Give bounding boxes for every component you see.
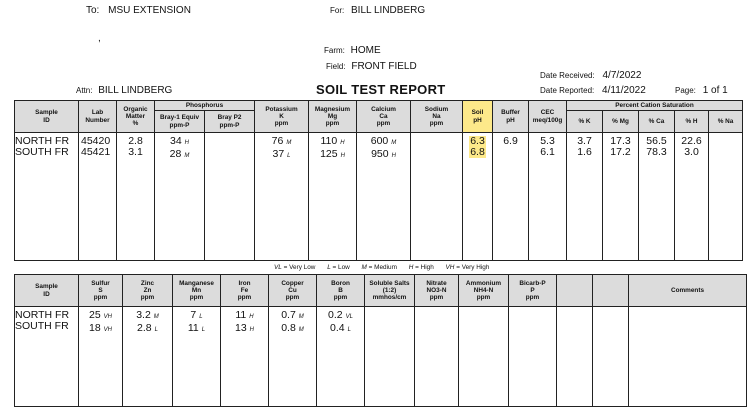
legend-h: H xyxy=(408,264,414,271)
attn-line xyxy=(76,85,172,96)
level-legend xyxy=(274,264,489,271)
copper-value: 0.7 xyxy=(281,309,296,321)
level-indicator: H xyxy=(340,153,345,159)
attn-label: Attn: xyxy=(76,86,93,95)
boron-value: 0.2 xyxy=(328,309,343,321)
to-line xyxy=(86,5,191,16)
bray1-value: 34 xyxy=(169,135,182,147)
to-value: MSU EXTENSION xyxy=(108,5,191,16)
col-pct-mg: % Mg xyxy=(603,111,639,133)
pct-ca-value: 78.3 xyxy=(646,146,667,158)
level-indicator: L xyxy=(154,327,158,333)
legend-l: L xyxy=(327,264,331,271)
level-indicator: VL xyxy=(345,314,353,320)
organic-matter-value: 2.8 xyxy=(128,135,143,147)
for-label: For: xyxy=(330,6,345,15)
col-zinc: Zinc Zn ppm xyxy=(123,275,173,307)
copper-value: 0.8 xyxy=(281,322,296,334)
address-comma: , xyxy=(98,33,101,44)
report-title: SOIL TEST REPORT xyxy=(316,82,446,97)
boron-value: 0.4 xyxy=(330,322,345,334)
legend-h-text: = High xyxy=(415,264,434,271)
level-indicator: H xyxy=(249,314,254,320)
col-pct-k: % K xyxy=(567,111,603,133)
nitrate-cell xyxy=(415,307,459,407)
col-soil-ph: Soil pH xyxy=(463,101,493,133)
lab-number: 45420 xyxy=(81,135,111,147)
date-reported-value: 4/11/2022 xyxy=(602,85,646,96)
cec-value: 5.3 xyxy=(540,135,555,147)
farm-line xyxy=(324,45,381,56)
buffer-ph-value: 6.9 xyxy=(503,135,518,147)
level-indicator: M xyxy=(153,314,159,320)
magnesium-value: 110 xyxy=(320,135,338,147)
col-sulfur: Sulfur S ppm xyxy=(79,275,123,307)
col-ammonium: Ammonium NH4-N ppm xyxy=(459,275,509,307)
legend-vh: VH xyxy=(445,264,455,271)
comments-cell xyxy=(629,307,747,407)
legend-vl: VL xyxy=(274,264,282,271)
manganese-value: 11 xyxy=(187,322,199,334)
col-bicarb-p: Bicarb-P P ppm xyxy=(509,275,557,307)
col-lab-number: Lab Number xyxy=(79,101,117,133)
col-copper: Copper Cu ppm xyxy=(269,275,317,307)
pct-h-value: 22.6 xyxy=(681,135,702,147)
sample-id: SOUTH FR xyxy=(15,146,69,158)
zinc-value: 3.2 xyxy=(136,309,151,321)
page-value: 1 of 1 xyxy=(702,85,728,96)
level-indicator: M xyxy=(286,140,292,146)
level-indicator: M xyxy=(391,140,397,146)
col-pct-ca: % Ca xyxy=(639,111,675,133)
col-iron: Iron Fe ppm xyxy=(221,275,269,307)
level-indicator: VH xyxy=(103,327,113,333)
pct-ca-value: 56.5 xyxy=(646,135,667,147)
col-pct-na: % Na xyxy=(709,111,743,133)
col-comments: Comments xyxy=(629,275,747,307)
col-magnesium: Magnesium Mg ppm xyxy=(309,101,357,133)
cec-value: 6.1 xyxy=(540,146,555,158)
level-indicator: H xyxy=(184,140,190,146)
micronutrient-table xyxy=(14,274,747,407)
to-label: To: xyxy=(86,5,100,16)
col-blank-1 xyxy=(557,275,593,307)
table-row xyxy=(15,133,743,261)
col-sample-id: Sample ID xyxy=(15,275,79,307)
col-bray2: Bray P2 ppm-P xyxy=(205,111,255,133)
level-indicator: H xyxy=(391,153,396,159)
soil-ph-value: 6.8 xyxy=(470,146,485,158)
zinc-value: 2.8 xyxy=(137,322,152,334)
date-received-value: 4/7/2022 xyxy=(602,70,642,81)
col-calcium: Calcium Ca ppm xyxy=(357,101,411,133)
farm-value: HOME xyxy=(350,45,381,56)
col-sodium: Sodium Na ppm xyxy=(411,101,463,133)
lab-number: 45421 xyxy=(81,146,111,158)
page-label: Page: xyxy=(675,86,696,95)
magnesium-value: 125 xyxy=(320,148,338,160)
legend-m: M xyxy=(361,264,367,271)
field-line xyxy=(326,61,417,72)
level-indicator: L xyxy=(347,327,351,333)
soil-ph-value: 6.3 xyxy=(470,135,485,147)
col-soluble-salts: Soluble Salts (1:2) mmhos/cm xyxy=(365,275,415,307)
pct-h-value: 3.0 xyxy=(684,146,699,158)
level-indicator: VH xyxy=(103,314,113,320)
date-reported-label: Date Reported: xyxy=(540,86,595,95)
bray2-cell xyxy=(205,133,255,261)
calcium-value: 950 xyxy=(371,148,389,160)
pct-k-value: 3.7 xyxy=(577,135,592,147)
col-pct-h: % H xyxy=(675,111,709,133)
sulfur-value: 25 xyxy=(88,309,101,321)
legend-m-text: = Medium xyxy=(368,264,397,271)
col-cation-saturation: Percent Cation Saturation xyxy=(567,101,743,111)
iron-value: 13 xyxy=(234,322,247,334)
pct-mg-value: 17.3 xyxy=(610,135,631,147)
col-nitrate: Nitrate NO3-N ppm xyxy=(415,275,459,307)
col-phosphorus: Phosphorus xyxy=(155,101,255,111)
level-indicator: M xyxy=(298,327,304,333)
manganese-value: 7 xyxy=(190,309,197,321)
date-reported xyxy=(540,85,646,96)
level-indicator: L xyxy=(201,327,206,333)
table-row xyxy=(15,307,747,407)
col-organic-matter: Organic Matter % xyxy=(117,101,155,133)
sample-id: NORTH FR xyxy=(15,309,70,321)
col-buffer-ph: Buffer pH xyxy=(493,101,529,133)
level-indicator: L xyxy=(287,153,291,159)
date-received xyxy=(540,70,641,81)
iron-value: 11 xyxy=(235,309,247,321)
for-line xyxy=(330,5,425,16)
pct-k-value: 1.6 xyxy=(577,146,592,158)
for-value: BILL LINDBERG xyxy=(351,5,426,16)
farm-label: Farm: xyxy=(324,46,345,55)
blank-cell xyxy=(593,307,629,407)
soluble-salts-cell xyxy=(365,307,415,407)
bicarb-cell xyxy=(509,307,557,407)
field-label: Field: xyxy=(326,62,346,71)
sample-id: NORTH FR xyxy=(15,135,70,147)
level-indicator: M xyxy=(298,314,304,320)
level-indicator: H xyxy=(340,140,345,146)
sample-id: SOUTH FR xyxy=(15,320,69,332)
legend-l-text: = Low xyxy=(332,264,350,271)
calcium-value: 600 xyxy=(370,135,389,147)
col-potassium: Potassium K ppm xyxy=(255,101,309,133)
col-boron: Boron B ppm xyxy=(317,275,365,307)
ammonium-cell xyxy=(459,307,509,407)
attn-value: BILL LINDBERG xyxy=(98,85,173,96)
field-value: FRONT FIELD xyxy=(351,61,417,72)
legend-vh-text: = Very High xyxy=(456,264,490,271)
date-received-label: Date Received: xyxy=(540,71,595,80)
level-indicator: L xyxy=(199,314,203,320)
col-blank-2 xyxy=(593,275,629,307)
col-bray1: Bray-1 Equiv ppm-P xyxy=(155,111,205,133)
sulfur-value: 18 xyxy=(88,322,101,334)
sodium-cell xyxy=(411,133,463,261)
pct-na-cell xyxy=(709,133,743,261)
organic-matter-value: 3.1 xyxy=(128,146,143,158)
soil-test-table xyxy=(14,100,743,261)
page-info xyxy=(675,85,728,96)
pct-mg-value: 17.2 xyxy=(610,146,631,158)
level-indicator: H xyxy=(249,327,255,333)
col-manganese: Manganese Mn ppm xyxy=(173,275,221,307)
potassium-value: 37 xyxy=(272,148,285,160)
bray1-value: 28 xyxy=(169,148,182,160)
legend-vl-text: = Very Low xyxy=(283,264,316,271)
blank-cell xyxy=(557,307,593,407)
level-indicator: M xyxy=(184,153,190,159)
col-cec: CEC meq/100g xyxy=(529,101,567,133)
potassium-value: 76 xyxy=(271,135,284,147)
col-sample-id: Sample ID xyxy=(15,101,79,133)
